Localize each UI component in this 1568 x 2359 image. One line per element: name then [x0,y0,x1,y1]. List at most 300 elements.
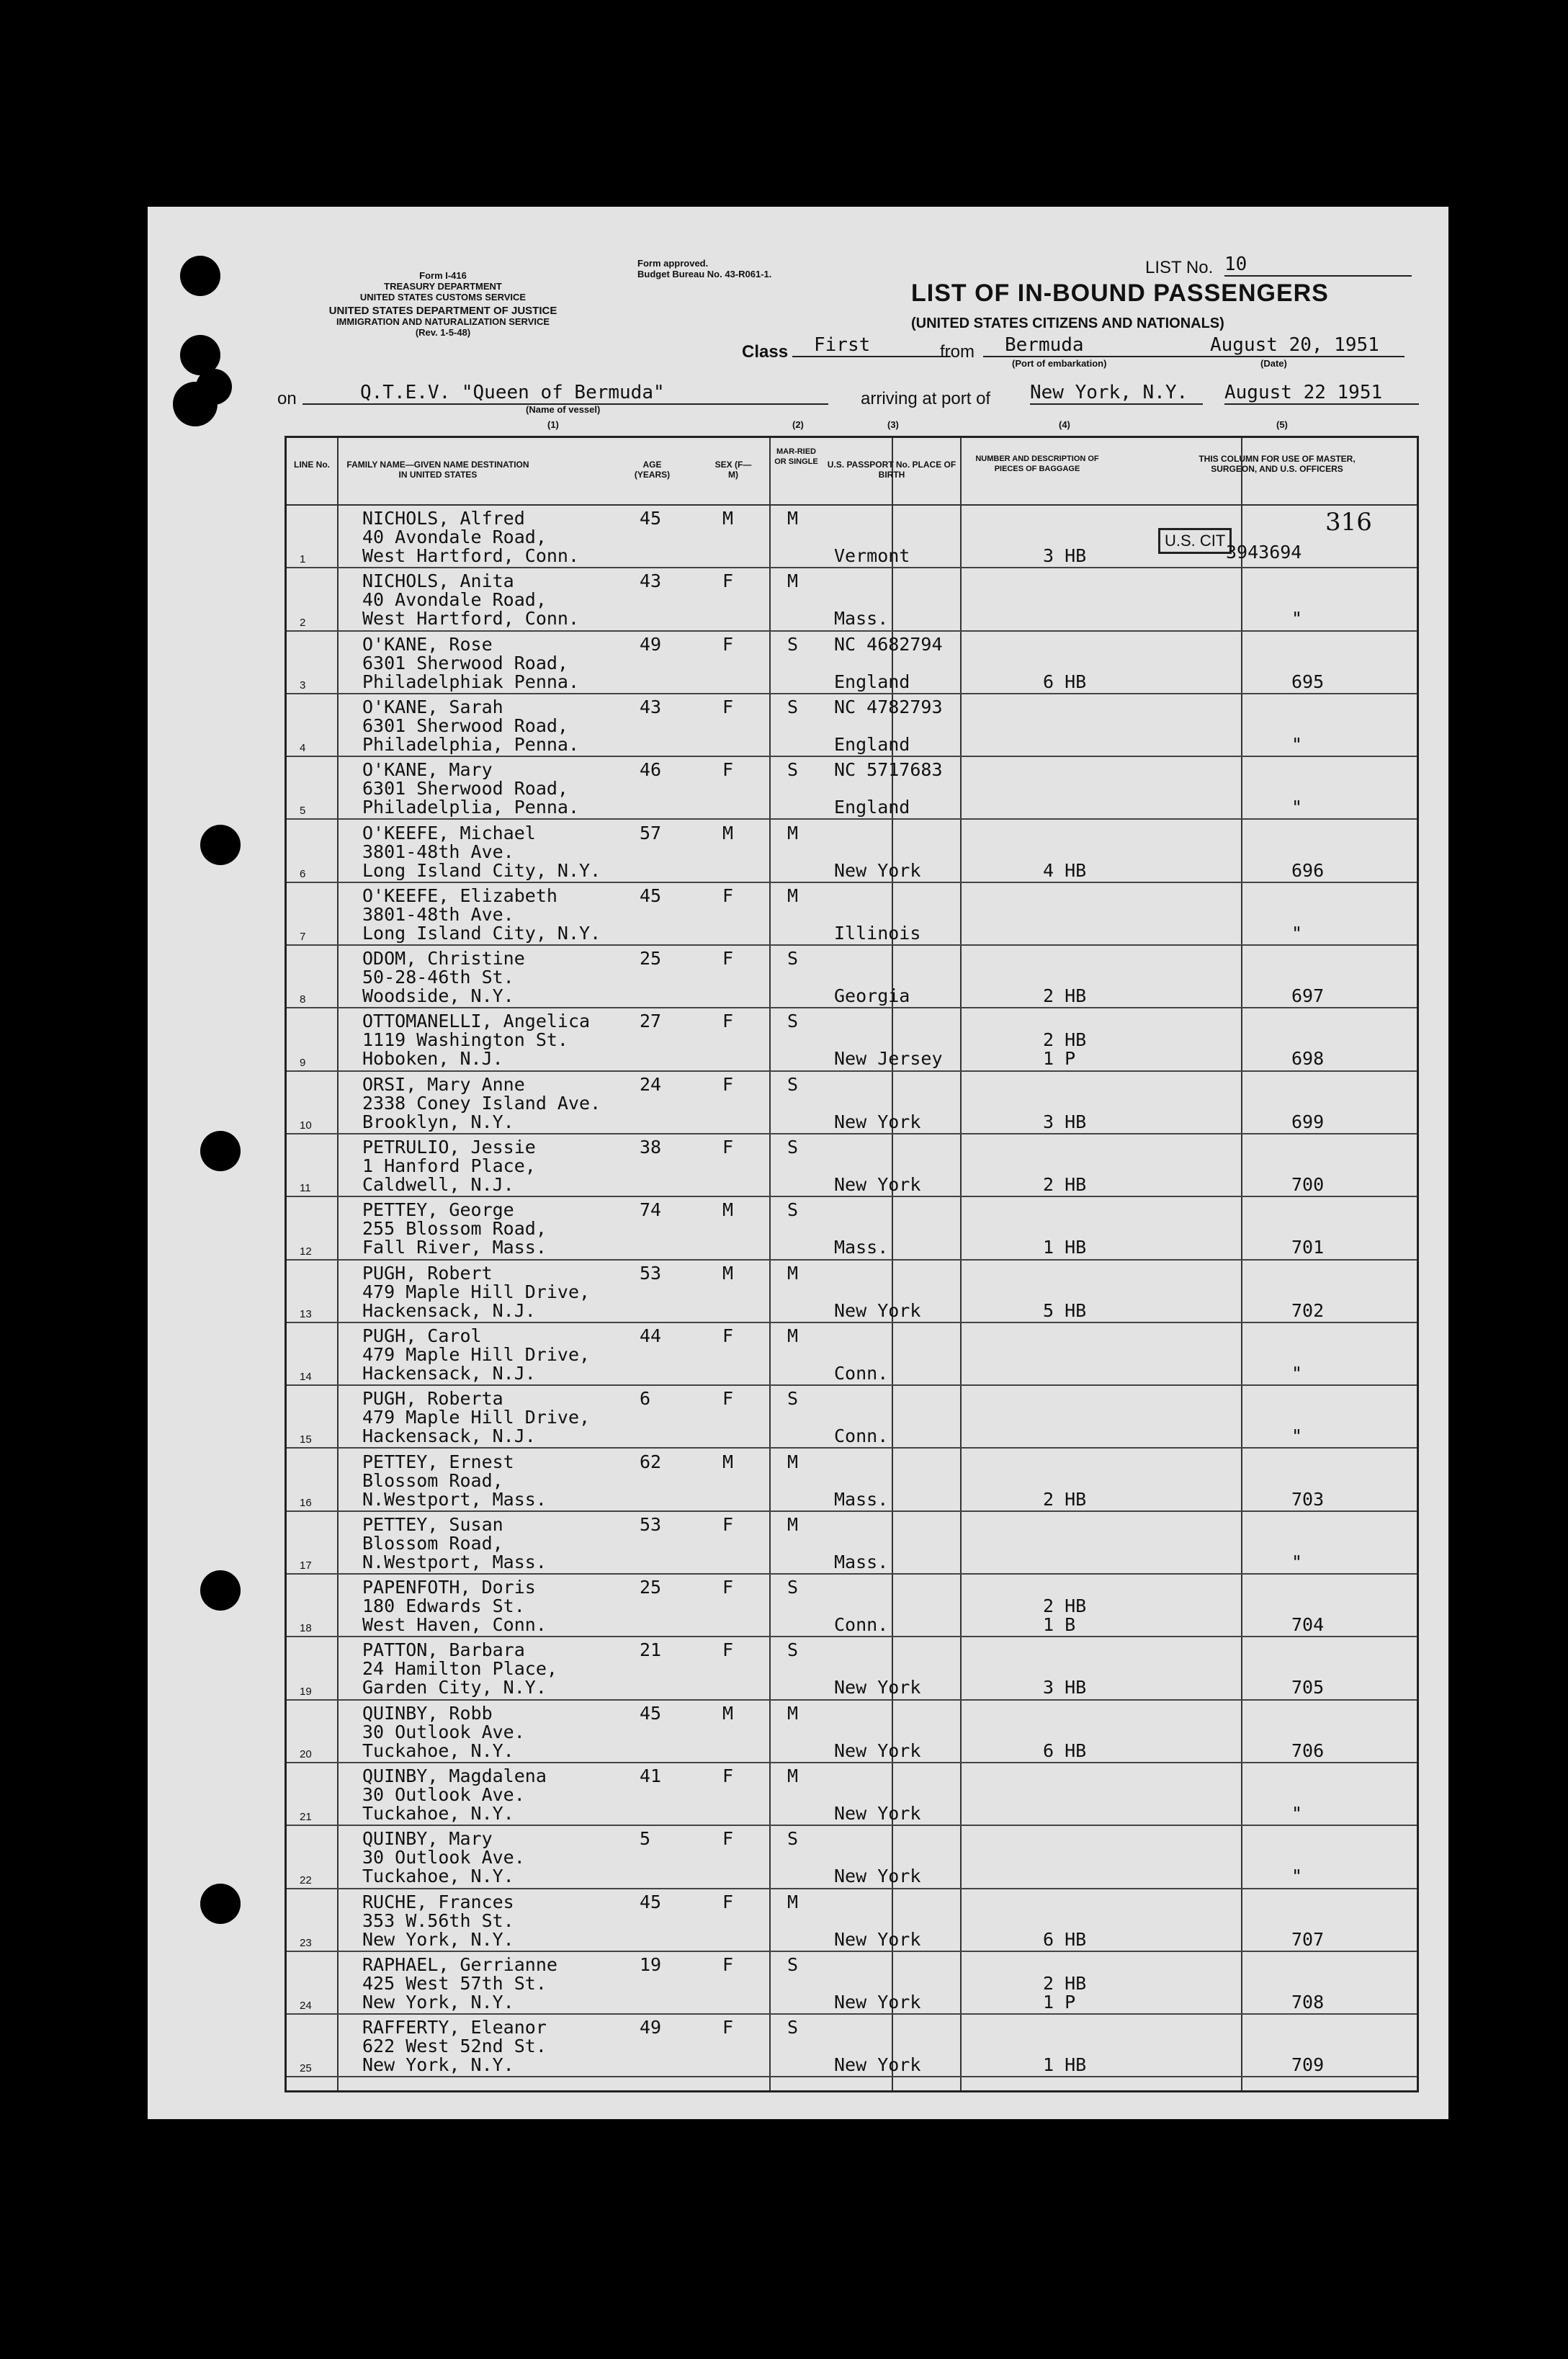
passenger-name: PETTEY, George [362,1199,514,1221]
birthplace: New York [834,1866,921,1887]
officer-number: 709 [1291,2054,1325,2076]
birthplace: New York [834,1174,921,1195]
table-row [287,1637,1417,1700]
address-line-2: New York, N.Y. [362,1928,514,1950]
passenger-name: QUINBY, Robb [362,1702,493,1724]
binder-hole [200,1570,241,1611]
address-line-2: Long Island City, N.Y. [362,922,601,944]
officer-number: 699 [1291,1111,1325,1132]
passenger-name: OTTOMANELLI, Angelica [362,1011,591,1032]
sex: M [722,1451,734,1472]
birthplace: Vermont [834,545,910,566]
baggage-line-2: 4 HB [1043,859,1087,881]
customs-service: UNITED STATES CUSTOMS SERVICE [359,292,527,303]
table-row [287,1952,1417,2015]
baggage-line-2: 6 HB [1043,1928,1087,1950]
address-line-2: West Haven, Conn. [362,1614,547,1636]
line-number: 16 [300,1496,312,1509]
address-line-2: Philadelphiak Penna. [362,671,580,692]
address-line-1: 353 W.56th St. [362,1910,514,1931]
address-line-2: Tuckahoe, N.Y. [362,1740,514,1761]
address-line-2: N.Westport, Mass. [362,1488,547,1510]
age: 43 [640,570,662,592]
table-row [287,1763,1417,1826]
citizen-stamp: U.S. CIT [1158,528,1232,554]
sex: F [722,1891,734,1912]
binder-hole [196,369,232,405]
table-row [287,1386,1417,1449]
address-line-1: Blossom Road, [362,1532,503,1554]
passenger-name: PETTEY, Susan [362,1513,503,1535]
table-row [287,946,1417,1008]
line-number: 13 [300,1307,312,1320]
certificate-number: 3943694 [1226,542,1302,563]
address-line-1: 255 Blossom Road, [362,1218,547,1240]
marital-status: M [787,1765,799,1786]
age: 53 [640,1513,662,1535]
officer-number: 705 [1291,1677,1325,1698]
vessel-name: Q.T.E.V. "Queen of Bermuda" [303,382,828,405]
line-number: 9 [300,1056,306,1069]
address-line-1: 6301 Sherwood Road, [362,715,568,736]
passenger-name: O'KEEFE, Michael [362,822,536,843]
class-label: Class [742,342,789,362]
line-number: 18 [300,1622,312,1635]
birthplace: New York [834,1740,921,1761]
line-number: 5 [300,805,306,818]
age: 25 [640,1577,662,1598]
sex: F [722,633,734,655]
date-caption: (Date) [1260,358,1287,369]
birthplace: Georgia [834,985,910,1007]
passenger-name: PAPENFOTH, Doris [362,1577,536,1598]
baggage-line-2: 3 HB [1043,545,1087,566]
form-number: Form I-416 [419,270,467,281]
col-sex: SEX (F—M) [714,460,752,480]
address-line-2: Long Island City, N.Y. [362,859,601,881]
birthplace: Illinois [834,922,921,944]
officer-number: 703 [1291,1488,1325,1510]
line-number: 22 [300,1874,312,1886]
line-number: 11 [300,1182,311,1195]
marital-status: M [787,508,799,529]
col-num-5: (5) [1276,419,1288,430]
col-name: FAMILY NAME—GIVEN NAME DESTINATION IN UNITED STATES [346,460,529,480]
baggage-line-2: 1 HB [1043,1237,1087,1258]
table-row [287,1008,1417,1071]
passenger-name: O'KANE, Rose [362,633,493,655]
on-label: on [277,389,297,408]
passenger-name: QUINBY, Mary [362,1828,493,1850]
birthplace: New York [834,1299,921,1321]
birthplace: New York [834,1111,921,1132]
marital-status: S [787,948,799,970]
table-row [287,820,1417,883]
address-line-2: Tuckahoe, N.Y. [362,1866,514,1887]
passport-number: NC 4682794 [834,633,943,655]
birthplace: Mass. [834,1551,889,1572]
address-line-2: New York, N.Y. [362,2054,514,2076]
passenger-name: PUGH, Carol [362,1325,482,1346]
officer-number: 702 [1291,1299,1325,1321]
address-line-1: 3801-48th Ave. [362,841,514,862]
col-num-1: (1) [547,419,559,430]
officer-number: " [1291,733,1303,755]
sex: M [722,508,734,529]
marital-status: S [787,759,799,781]
officer-number: " [1291,1362,1303,1384]
passenger-name: PUGH, Roberta [362,1388,503,1410]
marital-status: M [787,1262,799,1284]
passenger-name: NICHOLS, Alfred [362,508,525,529]
birthplace: New York [834,1991,921,2013]
age: 62 [640,1451,662,1472]
age: 41 [640,1765,662,1786]
baggage-line-2: 2 HB [1043,985,1087,1007]
officer-number: 704 [1291,1614,1325,1636]
birthplace: New Jersey [834,1048,943,1070]
passenger-name: O'KEEFE, Elizabeth [362,885,557,906]
passenger-name: O'KANE, Mary [362,759,493,781]
line-number: 4 [300,742,306,755]
address-line-2: Hoboken, N.J. [362,1048,503,1070]
birthplace: New York [834,1928,921,1950]
table-row [287,1449,1417,1512]
sex: F [722,570,734,592]
marital-status: S [787,1011,799,1032]
age: 74 [640,1199,662,1221]
passenger-name: ODOM, Christine [362,948,525,970]
passenger-name: NICHOLS, Anita [362,570,514,592]
address-line-2: Hackensack, N.J. [362,1362,536,1384]
marital-status: S [787,1137,799,1158]
officer-number: " [1291,1551,1303,1572]
age: 25 [640,948,662,970]
table-row [287,757,1417,820]
arriving-label: arriving at port of [861,389,991,408]
col-num-4: (4) [1059,419,1070,430]
passport-number: NC 4782793 [834,696,943,717]
table-body [287,506,1417,2090]
address-line-2: West Hartford, Conn. [362,545,580,566]
birthplace: New York [834,1677,921,1698]
passenger-name: RUCHE, Frances [362,1891,514,1912]
table-row [287,1701,1417,1763]
officer-number: 707 [1291,1928,1325,1950]
embarkation-port: Bermuda [983,334,1221,357]
officer-number: 700 [1291,1174,1325,1195]
address-line-1: 2338 Coney Island Ave. [362,1092,601,1114]
address-line-2: Brooklyn, N.Y. [362,1111,514,1132]
arrival-date: August 22 1951 [1224,382,1419,405]
table-row [287,1134,1417,1197]
address-line-2: Tuckahoe, N.Y. [362,1803,514,1824]
age: 27 [640,1011,662,1032]
address-line-1: 479 Maple Hill Drive, [362,1343,591,1365]
address-line-2: Hackensack, N.J. [362,1299,536,1321]
sex: F [722,2017,734,2038]
sex: M [722,1199,734,1221]
page-subtitle: (UNITED STATES CITIZENS AND NATIONALS) [911,315,1224,331]
sex: F [722,1639,734,1661]
baggage-line-2: 1 P [1043,1048,1076,1070]
baggage-line-2: 1 P [1043,1991,1076,2013]
officer-number: " [1291,1803,1303,1824]
passenger-name: RAFFERTY, Eleanor [362,2017,547,2038]
table-row [287,2015,1417,2077]
sex: F [722,1513,734,1535]
sex: F [722,1073,734,1095]
marital-status: S [787,2017,799,2038]
table-row [287,1889,1417,1952]
passenger-name: ORSI, Mary Anne [362,1073,525,1095]
from-label: from [940,342,975,362]
age: 6 [640,1388,651,1410]
age: 45 [640,508,662,529]
address-line-1: 30 Outlook Ave. [362,1721,525,1742]
line-number: 17 [300,1559,312,1572]
col-age: AGE (YEARS) [634,460,671,480]
age: 45 [640,885,662,906]
baggage-line-2: 5 HB [1043,1299,1087,1321]
birthplace: Conn. [834,1614,889,1636]
address-line-2: Fall River, Mass. [362,1237,547,1258]
address-line-1: 1 Hanford Place, [362,1155,536,1176]
baggage-line-2: 2 HB [1043,1488,1087,1510]
page-title: LIST OF IN-BOUND PASSENGERS [911,279,1329,307]
address-line-1: 3801-48th Ave. [362,903,514,925]
address-line-1: 30 Outlook Ave. [362,1784,525,1805]
marital-status: M [787,570,799,592]
address-line-1: 30 Outlook Ave. [362,1847,525,1868]
address-line-2: Caldwell, N.J. [362,1174,514,1195]
marital-status: M [787,1702,799,1724]
line-number: 3 [300,679,306,691]
line-number: 6 [300,867,306,880]
marital-status: S [787,633,799,655]
passport-number: NC 5717683 [834,759,943,781]
passenger-name: PUGH, Robert [362,1262,493,1284]
line-number: 20 [300,1747,312,1760]
sex: M [722,1702,734,1724]
list-number: 10 [1224,254,1412,277]
col-passport: U.S. PASSPORT No. PLACE OF BIRTH [827,460,957,480]
age: 53 [640,1262,662,1284]
table-row [287,1072,1417,1134]
birthplace: New York [834,2054,921,2076]
treasury-dept: TREASURY DEPARTMENT [384,281,502,292]
birthplace: Mass. [834,608,889,630]
officer-number: 706 [1291,1740,1325,1761]
age: 38 [640,1137,662,1158]
address-line-1: 479 Maple Hill Drive, [362,1407,591,1428]
binder-hole [180,256,220,296]
marital-status: S [787,1828,799,1850]
officer-number: " [1291,797,1303,818]
birthplace: New York [834,1803,921,1824]
birthplace: Mass. [834,1237,889,1258]
sex: F [722,1953,734,1975]
officer-number: 701 [1291,1237,1325,1258]
line-number: 19 [300,1685,312,1698]
passenger-name: O'KANE, Sarah [362,696,503,717]
marital-status: M [787,822,799,843]
sex: F [722,1137,734,1158]
age: 57 [640,822,662,843]
officer-number: 708 [1291,1991,1325,2013]
age: 5 [640,1828,651,1850]
line-number: 21 [300,1811,312,1824]
passenger-name: PATTON, Barbara [362,1639,525,1661]
address-line-1: 40 Avondale Road, [362,527,547,547]
officer-number: 698 [1291,1048,1325,1070]
birthplace: Conn. [834,1362,889,1384]
marital-status: S [787,1953,799,1975]
officer-number: 697 [1291,985,1325,1007]
marital-status: S [787,696,799,717]
age: 46 [640,759,662,781]
baggage-line-1: 2 HB [1043,1972,1087,1994]
marital-status: S [787,1073,799,1095]
table-row [287,1826,1417,1889]
officer-number: " [1291,922,1303,944]
table-row [287,694,1417,757]
address-line-1: 6301 Sherwood Road, [362,652,568,673]
line-number: 25 [300,2062,312,2075]
line-number: 15 [300,1433,312,1446]
baggage-line-2: 3 HB [1043,1111,1087,1132]
sex: M [722,1262,734,1284]
binder-hole [200,825,241,865]
address-line-2: Philadelplia, Penna. [362,797,580,818]
address-line-1: 24 Hamilton Place, [362,1658,557,1680]
line-number: 12 [300,1245,312,1258]
sex: F [722,1828,734,1850]
class-value: First [792,334,951,357]
page-number: 316 [1325,508,1372,537]
sex: F [722,1388,734,1410]
address-line-2: West Hartford, Conn. [362,608,580,630]
line-number: 1 [300,553,306,566]
line-number: 10 [300,1119,312,1132]
age: 43 [640,696,662,717]
baggage-line-2: 2 HB [1043,1174,1087,1195]
row-divider [287,2076,1417,2077]
list-number-label: LIST No. [1145,258,1214,277]
age: 49 [640,2017,662,2038]
birthplace: Conn. [834,1425,889,1447]
sex: M [722,822,734,843]
officer-number: " [1291,1425,1303,1447]
address-line-1: 50-28-46th St. [362,967,514,988]
col-baggage: NUMBER AND DESCRIPTION OF PIECES OF BAGGAGE [975,455,1099,473]
agency-block [281,270,605,338]
officer-number: " [1291,1866,1303,1887]
address-line-2: Garden City, N.Y. [362,1677,547,1698]
age: 44 [640,1325,662,1346]
passenger-name: PETRULIO, Jessie [362,1137,536,1158]
marital-status: S [787,1199,799,1221]
table-row [287,632,1417,694]
col-officers: THIS COLUMN FOR USE OF MASTER, SURGEON, AND U.S. OFFICERS [1199,454,1356,474]
birthplace: Mass. [834,1488,889,1510]
birthplace: England [834,733,910,755]
birthplace: New York [834,859,921,881]
line-number: 7 [300,931,306,944]
age: 19 [640,1953,662,1975]
marital-status: M [787,1451,799,1472]
marital-status: S [787,1639,799,1661]
sex: F [722,759,734,781]
address-line-2: Woodside, N.Y. [362,985,514,1007]
birthplace: England [834,797,910,818]
sex: F [722,1577,734,1598]
baggage-line-2: 1 B [1043,1614,1076,1636]
arrival-port: New York, N.Y. [1030,382,1203,405]
marital-status: S [787,1388,799,1410]
passenger-name: RAPHAEL, Gerrianne [362,1953,557,1975]
passenger-table [285,436,1419,2092]
line-number: 24 [300,2000,312,2013]
sex: F [722,1011,734,1032]
justice-dept: UNITED STATES DEPARTMENT OF JUSTICE [328,305,557,317]
baggage-line-1: 2 HB [1043,1595,1087,1617]
table-row [287,1323,1417,1386]
passenger-name: PETTEY, Ernest [362,1451,514,1472]
marital-status: S [787,1577,799,1598]
address-line-1: Blossom Road, [362,1469,503,1491]
marital-status: M [787,1325,799,1346]
address-line-1: 6301 Sherwood Road, [362,778,568,800]
address-line-2: Hackensack, N.J. [362,1425,536,1447]
table-row [287,1575,1417,1637]
table-row [287,1512,1417,1575]
approval-block [637,258,771,279]
address-line-2: Philadelphia, Penna. [362,733,580,755]
table-row [287,1197,1417,1260]
officer-number: " [1291,608,1303,630]
passenger-name: QUINBY, Magdalena [362,1765,547,1786]
line-number: 2 [300,616,306,629]
officer-number: 695 [1291,671,1325,692]
marital-status: M [787,885,799,906]
address-line-1: 1119 Washington St. [362,1029,568,1051]
ins-service: IMMIGRATION AND NATURALIZATION SERVICE [336,316,550,327]
age: 24 [640,1073,662,1095]
line-number: 14 [300,1371,312,1384]
address-line-1: 425 West 57th St. [362,1972,547,1994]
address-line-2: N.Westport, Mass. [362,1551,547,1572]
baggage-line-2: 6 HB [1043,1740,1087,1761]
revision: (Rev. 1-5-48) [415,327,471,338]
officer-number: 696 [1291,859,1325,881]
col-married: MAR-RIED OR SINGLE [774,447,818,466]
table-row [287,883,1417,946]
sex: F [722,885,734,906]
table-row [287,1261,1417,1323]
birthplace: England [834,671,910,692]
address-line-1: 180 Edwards St. [362,1595,525,1617]
sex: F [722,696,734,717]
col-num-2: (2) [792,419,804,430]
address-line-1: 622 West 52nd St. [362,2036,547,2057]
binder-hole [200,1131,241,1171]
binder-hole [200,1884,241,1924]
line-number: 8 [300,993,306,1006]
budget-bureau: Budget Bureau No. 43-R061-1. [637,269,772,279]
baggage-line-2: 1 HB [1043,2054,1087,2076]
embarkation-date: August 20, 1951 [1210,334,1405,357]
